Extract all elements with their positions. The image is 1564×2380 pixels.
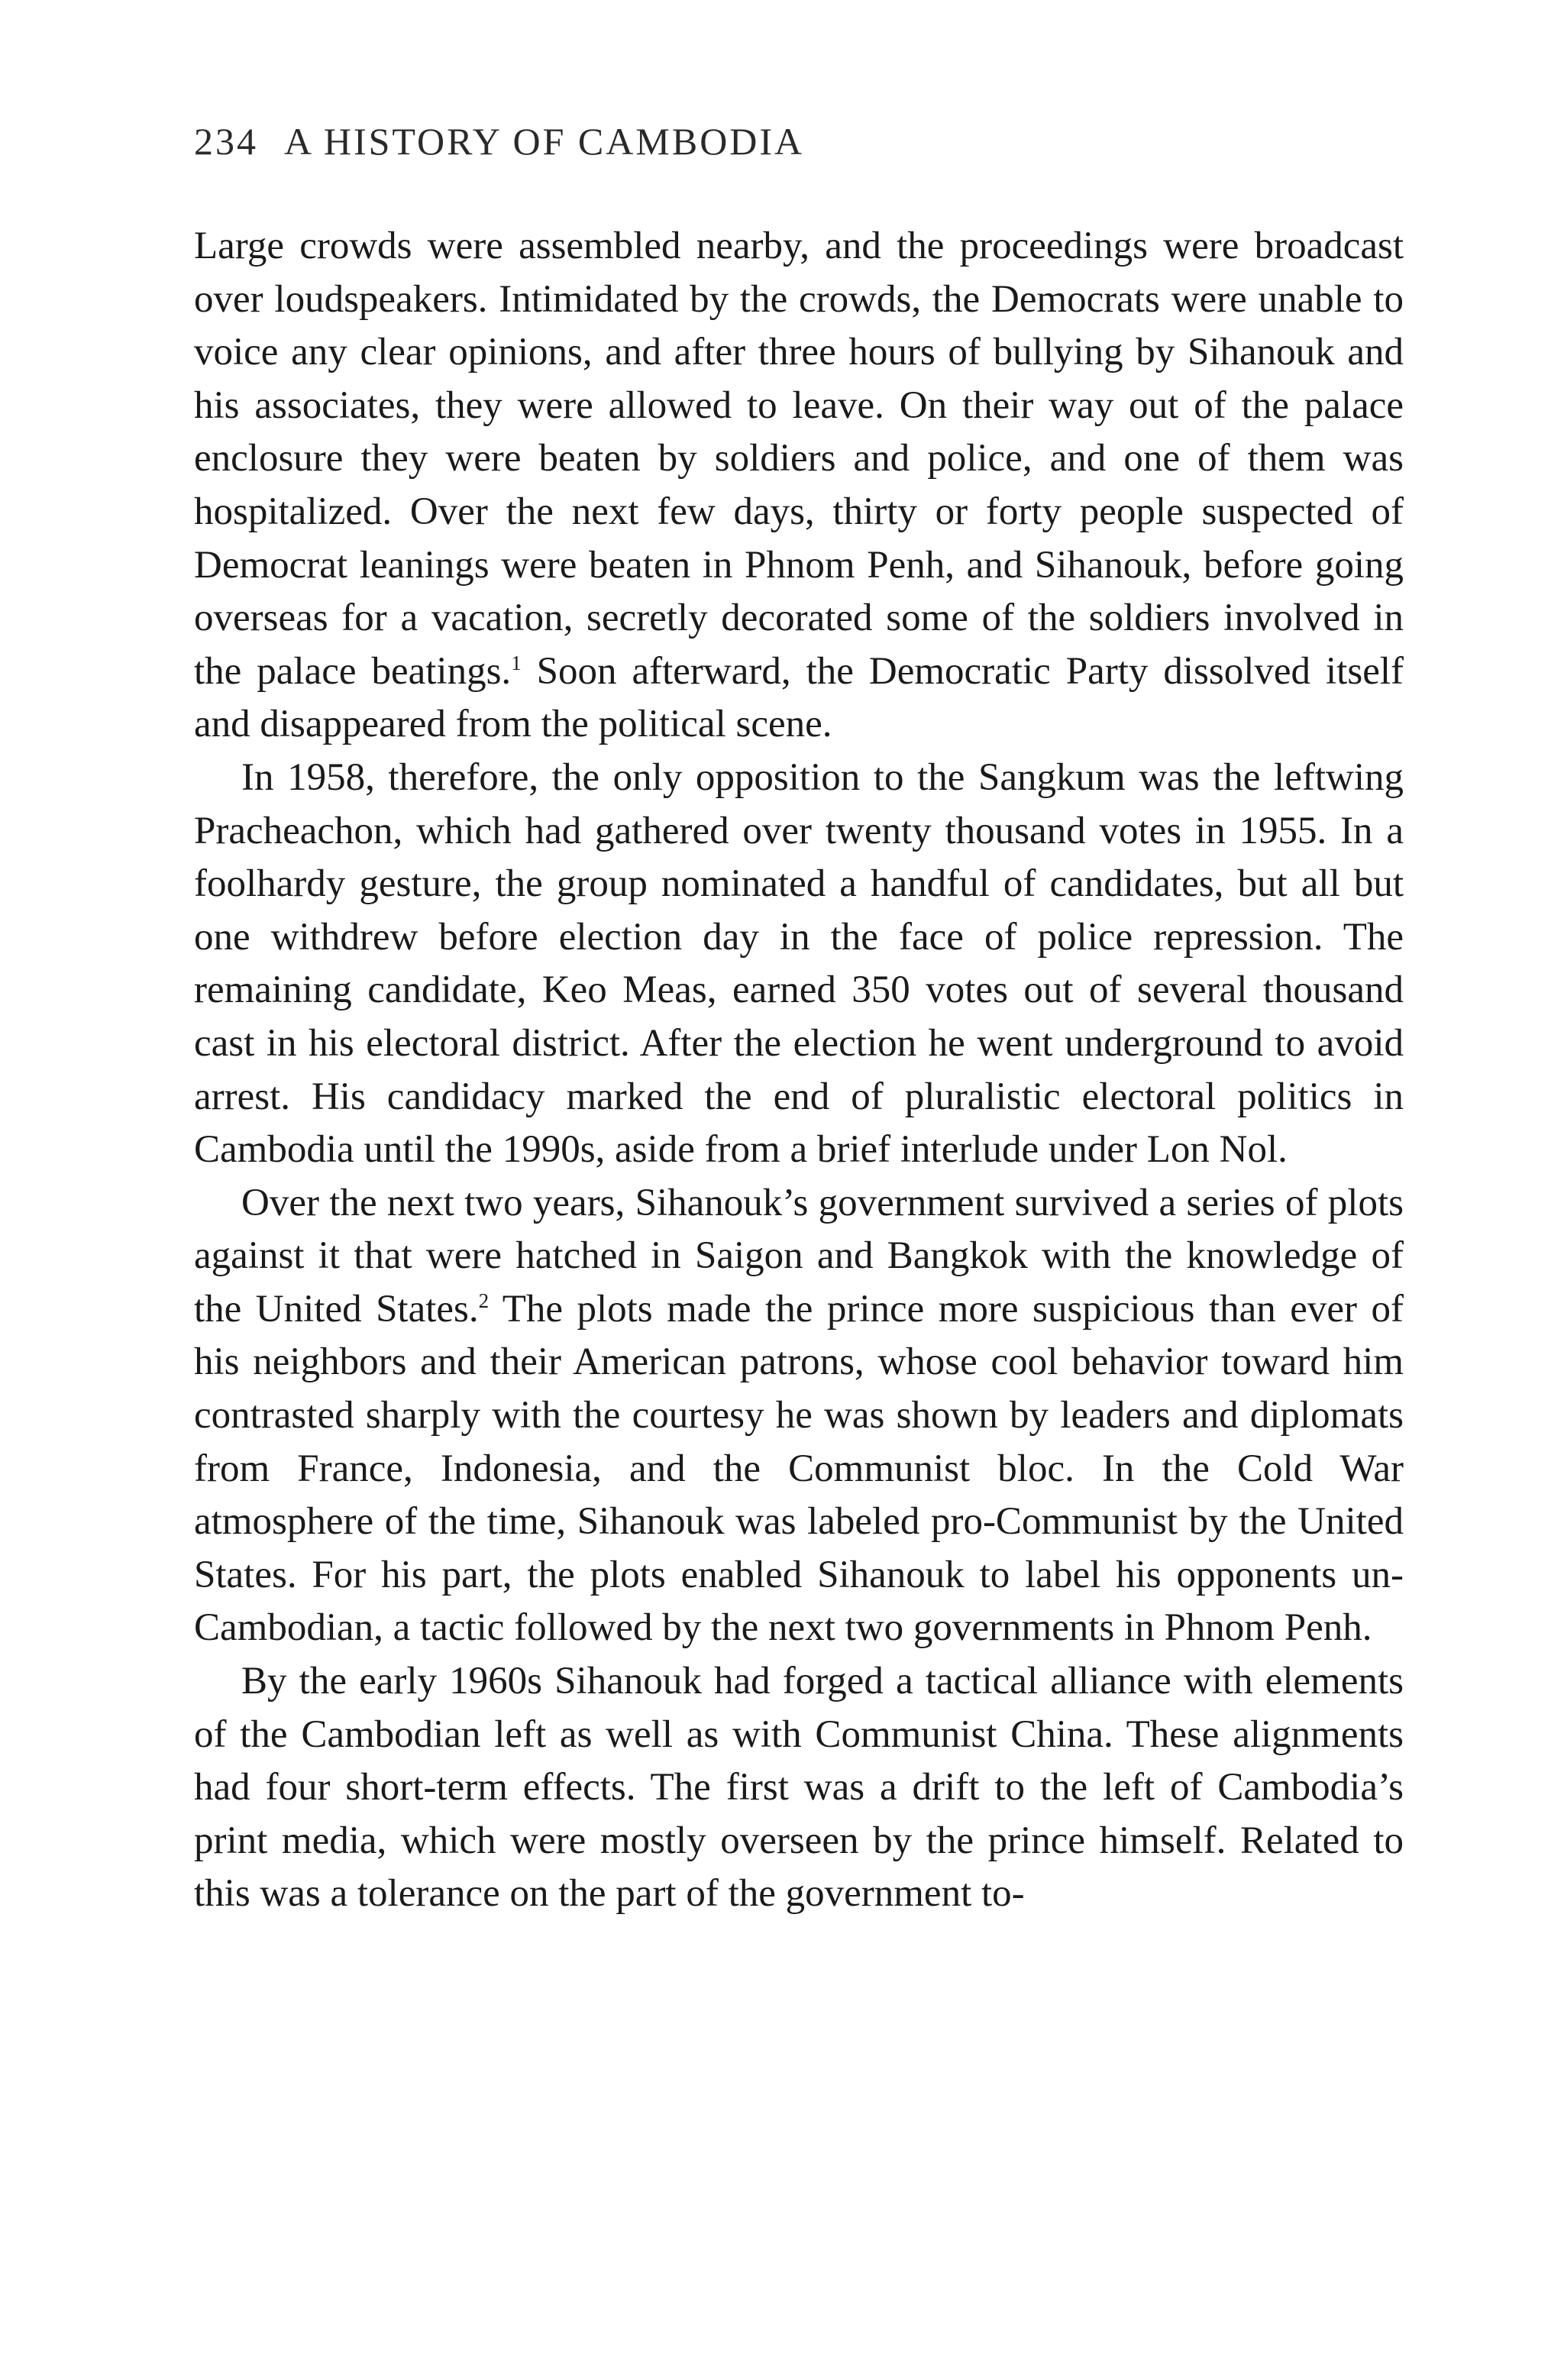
footnote-marker[interactable]: 1: [511, 651, 522, 674]
running-head: [194, 120, 1404, 163]
body-text: [194, 220, 1404, 1921]
paragraph: [194, 1655, 1404, 1921]
paragraph: [194, 752, 1404, 1177]
paragraph-text: By the early 1960s Sihanouk had forged a tactical alliance with elements of the Cambodian left as well as with Communist China. These alignments had four short-term effects. The first was a drift to the left of Cambodia’s print media, which were mostly overseen by the prince himself. Related to this was a tolerance on the part of the government to-: [194, 1660, 1404, 1916]
footnote-marker[interactable]: 2: [478, 1289, 490, 1312]
paragraph-text: Large crowds were assembled nearby, and the proceedings were broadcast over loudspeakers. Intimidated by the crowds, the Democrats were unable to voice any clear opinions, and after three hours of bullying by Sihanouk and his associates, they were allowed to leave. On their way out of the palace enclosure they were beaten by soldiers and police, and one of them was hospitalized. Over the next few days, thirty or forty people suspected of Democrat leanings were beaten in Phnom Penh, and Sihanouk, before going overseas for a vacation, secretly decorated some of the soldiers involved in the palace beatings.: [194, 225, 1404, 693]
paragraph-text: The plots made the prince more suspicious than ever of his neighbors and their American patrons, whose cool behavior toward him contrasted sharply with the courtesy he was shown by leaders and diplomats from France, Indonesia, and the Communist bloc. In the Cold War atmosphere of the time, Sihanouk was labeled pro-Communist by the United States. For his part, the plots enabled Sihanouk to label his opponents un-Cambodian, a tactic followed by the next two governments in Phnom Penh.: [194, 1287, 1404, 1650]
book-title: A HISTORY OF CAMBODIA: [284, 120, 805, 163]
paragraph-text: Soon afterward, the Democratic Party dissolved itself and disappeared from the political scene.: [194, 649, 1404, 746]
page-number: 234: [194, 120, 258, 163]
paragraph-text: In 1958, therefore, the only opposition to the Sangkum was the leftwing Pracheachon, which had gathered over twenty thousand votes in 1955. In a foolhardy gesture, the group nominated a handful of candidates, but all but one withdrew before election day in the face of police repression. The remaining candidate, Keo Meas, earned 350 votes out of several thousand cast in his electoral district. After the election he went underground to avoid arrest. His candidacy marked the end of pluralistic electoral politics in Cambodia until the 1990s, aside from a brief interlude under Lon Nol.: [194, 755, 1404, 1172]
paragraph: [194, 220, 1404, 752]
paragraph-text: Over the next two years, Sihanouk’s government survived a series of plots against it that were hatched in Saigon and Bangkok with the knowledge of the United States.: [194, 1181, 1404, 1331]
book-page: [194, 122, 1404, 1921]
paragraph: [194, 1177, 1404, 1655]
